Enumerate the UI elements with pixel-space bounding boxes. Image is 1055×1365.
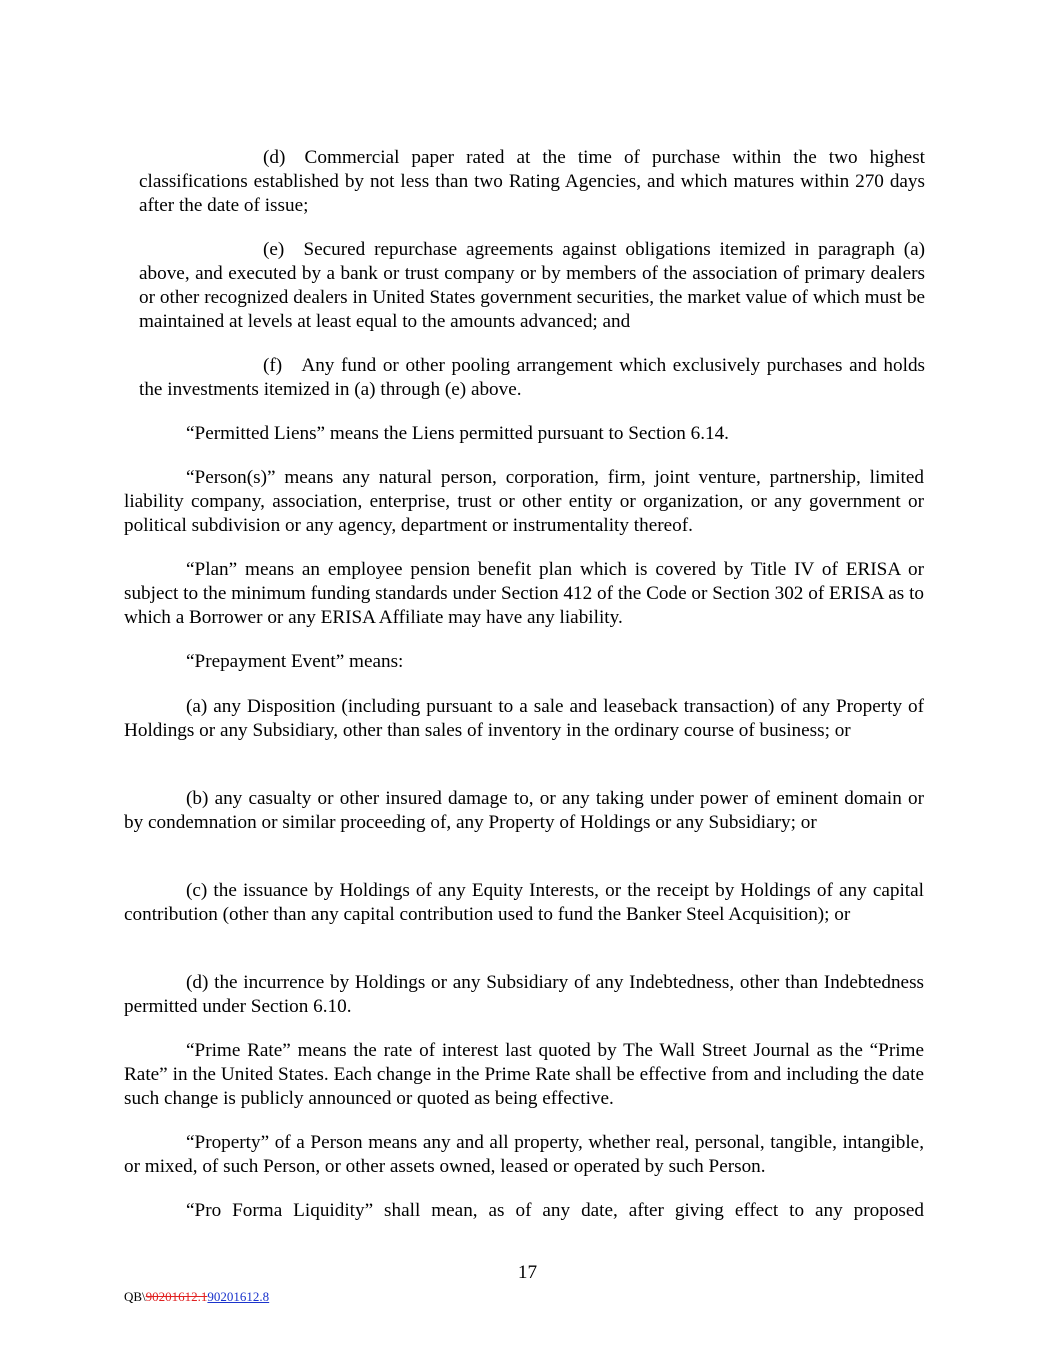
definition-persons: “Person(s)” means any natural person, corporation, firm, joint venture, partnership, limited liability company, association, enterprise, trust or other entity or organization, or any government or political subdivision or any agency, department or instrumentality thereof. <box>124 467 924 536</box>
prepayment-event-clause-a: (a) any Disposition (including pursuant to a sale and leaseback transaction) of any Property of Holdings or any Subsidiary, other than sales of inventory in the ordinary course of business; or <box>124 696 924 741</box>
footer-inserted-version: 90201612.8 <box>207 1289 270 1304</box>
footer-deleted-version: 90201612.1 <box>145 1289 208 1304</box>
prepayment-event-clause-c: (c) the issuance by Holdings of any Equity Interests, or the receipt by Holdings of any capital contribution (other than any capital contribution used to fund the Banker Steel Acquisition); or <box>124 880 924 925</box>
paragraph-e-repurchase-agreements: (e) Secured repurchase agreements against obligations itemized in paragraph (a) above, and executed by a bank or trust company or by members of the association of primary dealers or other recognized dealers in United States government securities, the market value of which must be maintained at levels at least equal to the amounts advanced; and <box>139 239 925 332</box>
paragraph-f-fund: (f) Any fund or other pooling arrangement which exclusively purchases and holds the investments itemized in (a) through (e) above. <box>139 355 925 400</box>
paragraph-d-commercial-paper: (d) Commercial paper rated at the time of purchase within the two highest classifications established by not less than two Rating Agencies, and which matures within 270 days after the date of issue; <box>139 147 925 216</box>
prepayment-event-clause-d: (d) the incurrence by Holdings or any Subsidiary of any Indebtedness, other than Indebtedness permitted under Section 6.10. <box>124 972 924 1017</box>
definition-property: “Property” of a Person means any and all property, whether real, personal, tangible, intangible, or mixed, of such Person, or other assets owned, leased or operated by such Person. <box>124 1132 924 1177</box>
page-number: 17 <box>517 1262 538 1283</box>
definition-pro-forma-liquidity: “Pro Forma Liquidity” shall mean, as of any date, after giving effect to any proposed <box>186 1200 924 1221</box>
definition-prime-rate: “Prime Rate” means the rate of interest last quoted by The Wall Street Journal as the “Prime Rate” in the United States. Each change in the Prime Rate shall be effective from and including the date such change is publicly announced or quoted as being effective. <box>124 1040 924 1109</box>
footer-prefix: QB\ <box>124 1289 146 1304</box>
definition-plan: “Plan” means an employee pension benefit plan which is covered by Title IV of ERISA or subject to the minimum funding standards under Section 412 of the Code or Section 302 of ERISA as to which a Borrower or any ERISA Affiliate may have any liability. <box>124 559 924 628</box>
definition-prepayment-event: “Prepayment Event” means: <box>186 651 404 672</box>
definition-permitted-liens: “Permitted Liens” means the Liens permitted pursuant to Section 6.14. <box>186 423 729 444</box>
prepayment-event-clause-b: (b) any casualty or other insured damage to, or any taking under power of eminent domain or by condemnation or similar proceeding of, any Property of Holdings or any Subsidiary; or <box>124 788 924 833</box>
document-footer-id <box>124 1289 269 1305</box>
